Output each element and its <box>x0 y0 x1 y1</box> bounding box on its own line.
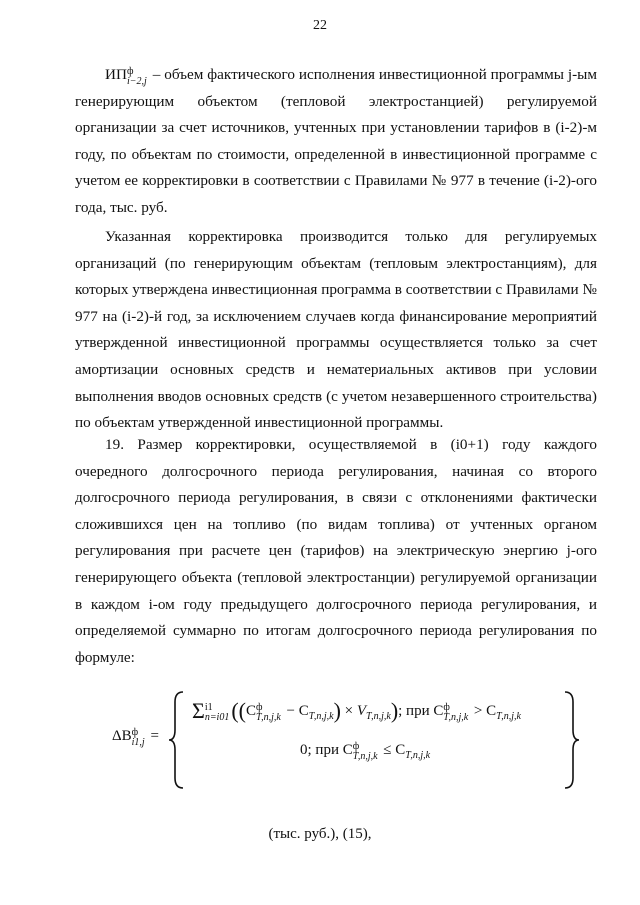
cond2-c-plan-sub: Т,n,j,k <box>405 750 431 761</box>
paragraph-19 <box>75 432 597 671</box>
sum-lower: n=i01 <box>204 712 230 723</box>
lhs-symbol: ΔВ <box>112 728 132 744</box>
c-fact-symbol: С <box>246 703 257 719</box>
formula-15 <box>0 690 640 790</box>
v-symbol: V <box>356 703 367 719</box>
formula-lhs <box>112 728 159 748</box>
symbol-indices <box>127 67 147 87</box>
sum-sign: Σ <box>192 698 205 723</box>
lhs-sub: i1,j <box>131 737 145 748</box>
cond1-c-plan: С <box>486 703 497 719</box>
lhs-indices <box>132 728 145 748</box>
paren-open: (( <box>231 698 246 723</box>
c-fact-indices <box>256 703 281 723</box>
right-brace <box>562 690 580 790</box>
cond1-c-plan-sub: Т,n,j,k <box>496 711 521 722</box>
symbol-sup: ф <box>126 66 134 77</box>
c-fact-sub: Т,n,j,k <box>256 712 281 723</box>
cond2-c-plan: С <box>395 742 406 758</box>
symbol-sub: i−2,j <box>126 76 147 87</box>
equals-sign: = <box>150 728 159 744</box>
cond2-c-fact: С <box>342 742 353 758</box>
lhs-sup: ф <box>131 727 139 738</box>
sum-limits <box>205 703 230 723</box>
paragraph-definition <box>75 62 597 222</box>
c-plan-sub: Т,n,j,k <box>308 711 334 722</box>
c-fact-sup: ф <box>256 702 263 713</box>
sum-upper: i1 <box>204 702 213 713</box>
paragraph-19-text: 19. Размер корректировки, осуществляемой в (i0+1) году каждого очередного долгосрочного периода регулирования, начиная со второго долгосрочного периода регулирования, в связи с отклонениями фактически сложившихся цен на топливо (по видам топлива) от учтенных органом регулирования при расчете цен (тарифов) на электрическую энергию j-ого генерирующего объекта (тепловой электростанции) регулируемой организации в каждом i-ом году предыдущего долгосрочного периода регулирования, и определяемой суммарно по итогам долгосрочного периода регулирования по формуле: <box>75 436 597 666</box>
cond2-c-fact-indices <box>353 742 378 762</box>
symbol-ip: ИП <box>105 66 127 83</box>
paragraph-correction-scope <box>75 224 597 437</box>
cond2-c-sup: ф <box>352 741 360 752</box>
page-number: 22 <box>313 18 327 33</box>
cond2-c-sub: Т,n,j,k <box>352 751 378 762</box>
cond2-label: 0; при <box>300 742 339 758</box>
left-brace <box>168 690 186 790</box>
v-sub: Т,n,j,k <box>366 711 391 722</box>
cond1-label: ; при <box>398 703 430 719</box>
paren-close-2: ) <box>390 698 399 723</box>
formula-case-1: Σ i1 n=i01 ((С ф Т,n,j,k − $С_{Т,n,j,k}) \times V_{Т,n,j,k}$); при С ф Т,n,j,k > $С_{Т,n,j,k}$ <box>192 698 521 723</box>
paragraph-correction-scope-text: Указанная корректировка производится только для регулируемых организаций (по генерирующим объектам (тепловым электростанциям), для которых утверждена инвестиционная программа в соответствии с Правилами № 977 на (i-2)-й год, за исключением случаев когда финансирование мероприятий утвержденной инвестиционной программы осуществляется только за счет амортизации основных средств и нематериальных активов при условии выполнения вводов основных средств (с учетом незавершенного строительства) по объектам утвержденной инвестиционной программы. <box>75 228 597 432</box>
formula-units: (тыс. руб.), (15), <box>268 826 372 842</box>
paren-close-1: ) <box>333 698 341 723</box>
cond1-c-fact-indices <box>443 703 468 723</box>
cond1-c-sup: ф <box>443 702 450 713</box>
formula-case-2: 0; при С ф Т,n,j,k ≤ $С_{Т,n,j,k}$ <box>300 741 431 762</box>
cond1-c-sub: Т,n,j,k <box>443 712 469 723</box>
c-plan-symbol: С <box>298 703 309 719</box>
cond1-c-fact: С <box>433 703 444 719</box>
definition-text: – объем фактического исполнения инвестиционной программы j-ым генерирующим объектом (тепловой электростанцией) регулируемой организации за счет источников, учтенных при установлении тарифов в (i-2)-м году, по объектам по стоимости, определенной в инвестиционной программе с учетом ее корректировки в соответствии с Правилами № 977 в течение (i-2)-ого года, тыс. руб. <box>75 66 597 216</box>
